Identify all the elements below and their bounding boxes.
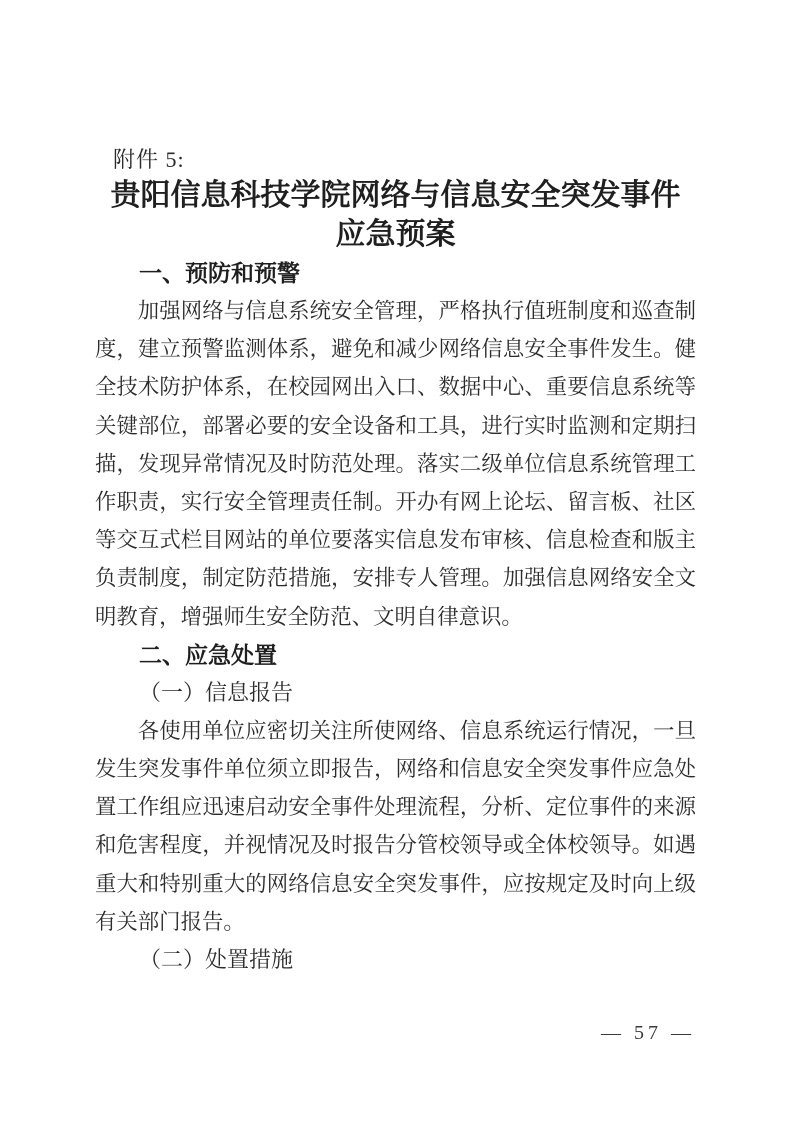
section-heading-response: 二、应急处置	[139, 641, 277, 668]
page-number: — 57 —	[601, 1022, 695, 1044]
subsection-heading-measures: （二）处置措施	[139, 947, 294, 973]
document-content	[95, 144, 696, 979]
doc-title-line-1: 贵阳信息科技学院网络与信息安全突发事件	[110, 179, 681, 212]
paragraph-info-report: 各使用单位应密切关注所使网络、信息系统运行情况，一旦发生突发事件单位须立即报告，网络和信息安全突发事件应急处置工作组应迅速启动安全事件处理流程，分析、定位事件的来源和危害程度，并视情况及时报告分管校领导或全体校领导。如遇重大和特别重大的网络信息安全突发事件，应按规定及时向上级有关部门报告。	[95, 718, 696, 934]
section-heading-prevention: 一、预防和预警	[139, 260, 300, 286]
paragraph-prevention: 加强网络与信息系统安全管理，严格执行值班制度和巡查制度，建立预警监测体系，避免和减少网络信息安全事件发生。健全技术防护体系，在校园网出入口、数据中心、重要信息系统等关键部位，部署必要的安全设备和工具，进行实时监测和定期扫描，发现异常情况及时防范处理。落实二级单位信息系统管理工作职责，实行安全管理责任制。开办有网上论坛、留言板、社区等交互式栏目网站的单位要落实信息发布审核、信息检查和版主负责制度，制定防范措施，安排专人管理。加强信息网络安全文明教育，增强师生安全防范、文明自律意识。	[95, 299, 696, 629]
doc-title	[95, 176, 696, 254]
attachment-label: 附件 5:	[113, 147, 185, 172]
subsection-heading-info-report: （一）信息报告	[139, 679, 294, 705]
doc-title-line-2: 应急预案	[335, 218, 456, 251]
